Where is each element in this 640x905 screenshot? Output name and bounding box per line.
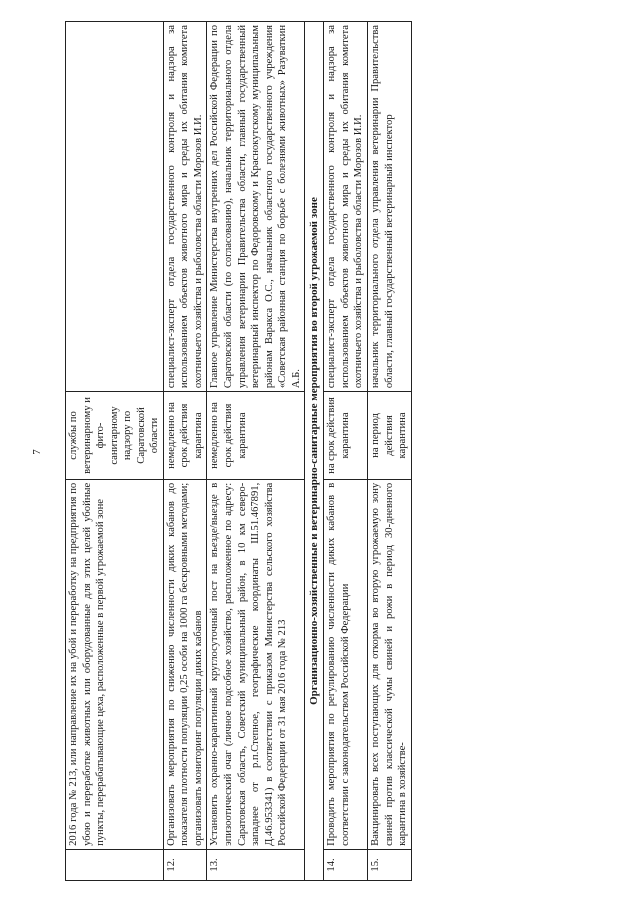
- table-row: [207, 22, 305, 881]
- section-title: Организационно-хозяйственные и ветеринарно-санитарные мероприятия во второй угрожаемой зоне: [305, 22, 324, 881]
- row-action: Организовать мероприятия по снижению численности диких кабанов до показателя плотности популяции 0,25 особи на 1000 га бескровными методами; организовать мониторинг популяции диких кабанов: [163, 479, 207, 849]
- row-action: Вакцинировать всех поступающих для откорма во вторую угрожаемую зону свиней против классической чумы свиней и рожи в период 30-дневного карантина в хозяйстве-: [368, 479, 412, 849]
- row-term: на срок действия карантина: [324, 392, 368, 480]
- row-term: службы по ветеринарному и фито-санитарному надзору по Саратовской области: [66, 392, 164, 480]
- row-executor: специалист-эксперт отдела государственного контроля и надзора за использованием объектов животного мира и среды их обитания комитета охотничьего хозяйства и рыболовства области Морозов И.И.: [163, 22, 207, 392]
- row-term: немедленно на срок действия карантина: [163, 392, 207, 480]
- row-number: 14.: [324, 849, 368, 880]
- table-row: [66, 22, 164, 881]
- row-number: [66, 849, 164, 880]
- row-action: Установить охранно-карантинный круглосуточный пост на въезде/выезде в эпизоотический очаг (личное подсобное хозяйство, расположенное по адресу: Саратовская область, Советский муниципальный район, в 10 км северо-западнее от р.п.Степное, географические координаты Ш.51.467891, Д.46.953341) в соответствии с приказом Министерства сельского хозяйства Российской Федерации от 31 мая 2016 года № 213: [207, 479, 305, 849]
- row-term: немедленно на срок действия карантина: [207, 392, 305, 480]
- table-row: [324, 22, 368, 881]
- section-header-row: [305, 22, 324, 881]
- row-action: Проводить мероприятия по регулированию численности диких кабанов в соответствии с законодательством Российской Федерации: [324, 479, 368, 849]
- row-executor: [66, 22, 164, 392]
- page-number: 7: [30, 449, 43, 455]
- row-term: на период действия карантина: [368, 392, 412, 480]
- document-sheet: [65, 21, 595, 881]
- row-number: 15.: [368, 849, 412, 880]
- row-executor: Главное управление Министерства внутренних дел Российской Федерации по Саратовской области (по согласованию), начальник территориального отдела управления ветеринарии Правительства области, главный государственный ветеринарный инспектор по Федоровскому и Краснокутскому муниципальным районам Варакса О.С., начальник областного государственного учреждения «Советская районная станция по борьбе с болезнями животных» Разуваткин А.Б.: [207, 22, 305, 392]
- row-executor: специалист-эксперт отдела государственного контроля и надзора за использованием объектов животного мира и среды их обитания комитета охотничьего хозяйства и рыболовства области Морозов И.И.: [324, 22, 368, 392]
- table-row: [368, 22, 412, 881]
- measures-table: [65, 21, 412, 881]
- row-number: 13.: [207, 849, 305, 880]
- row-number: 12.: [163, 849, 207, 880]
- table-row: [163, 22, 207, 881]
- row-action: 2016 года № 213, или направление их на убой и переработку на предприятия по убою и переработке животных или оборудованные для этих целей убойные пункты, перерабатывающие цеха, расположенные в первой угрожаемой зоне: [66, 479, 164, 849]
- row-executor: начальник территориального отдела управления ветеринарии Правительства области, главный государственный ветеринарный инспектор: [368, 22, 412, 392]
